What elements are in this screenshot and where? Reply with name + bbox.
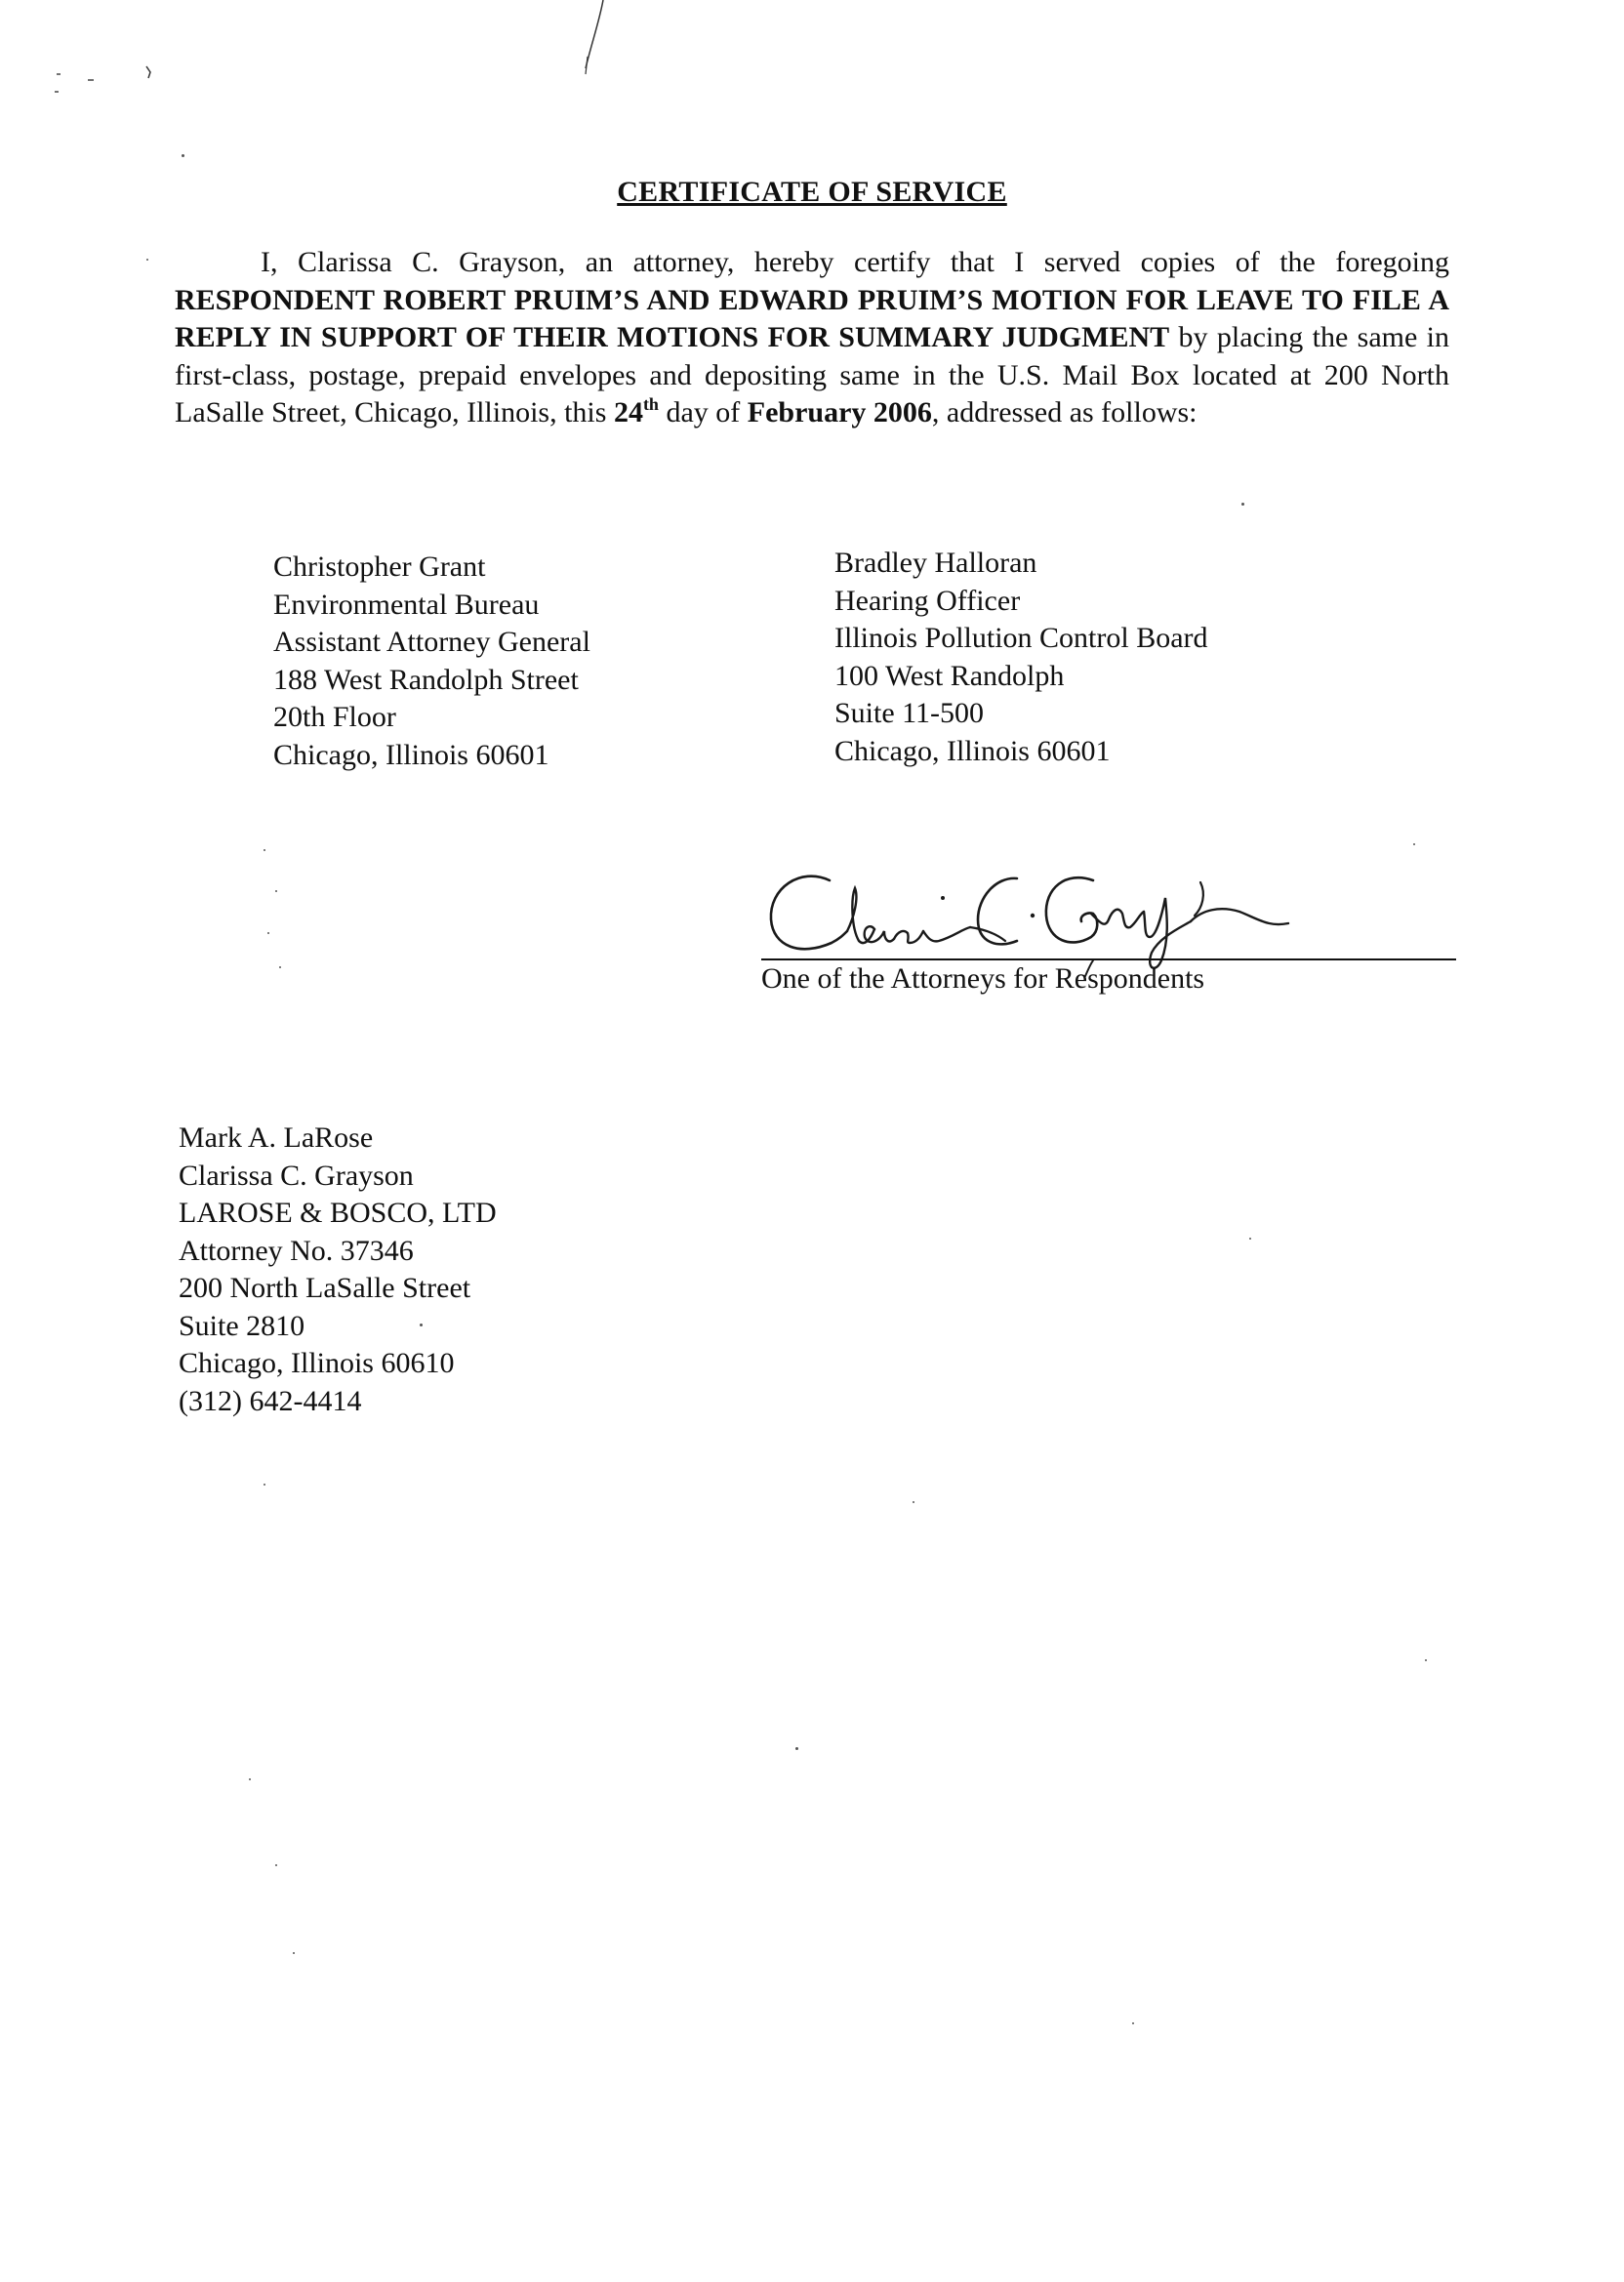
day-of-text: day of [666, 396, 741, 428]
scan-speck [264, 1484, 265, 1486]
motion-title: RESPONDENT ROBERT PRUIM’S AND EDWARD PRUIM’S MOTION FOR LEAVE TO FILE A REPLY IN SUPPORT OF THEIR MOTIONS FOR SUMMARY JUDGMENT [175, 283, 1449, 353]
recipient-address-halloran [834, 545, 1208, 770]
address-line: 188 West Randolph Street [273, 663, 579, 696]
scan-speck [182, 154, 184, 157]
scan-speck [249, 1778, 251, 1780]
scan-speck [1425, 1659, 1427, 1661]
address-line: Environmental Bureau [273, 588, 540, 621]
address-line: Bradley Halloran [834, 547, 1037, 579]
certification-paragraph [175, 244, 1449, 432]
address-line: Chicago, Illinois 60601 [273, 738, 549, 771]
firm-line: Mark A. LaRose [179, 1121, 374, 1154]
scan-speck [1413, 843, 1415, 845]
address-line: Suite 11-500 [834, 697, 985, 729]
certificate-title: CERTIFICATE OF SERVICE [617, 176, 1007, 208]
address-line: Hearing Officer [834, 584, 1021, 617]
scan-speck [275, 1864, 277, 1866]
scan-speck [420, 1324, 423, 1326]
day-suffix: th [642, 394, 659, 414]
signature-line [761, 958, 1456, 960]
closing-text: , addressed as follows: [931, 396, 1198, 428]
scan-speck [275, 890, 277, 892]
intro-text: I, Clarissa C. Grayson, an attorney, hereby certify that I served copies of the foregoing [261, 246, 1449, 278]
scan-speck [1132, 2022, 1134, 2024]
address-line: 100 West Randolph [834, 659, 1065, 692]
address-line: 20th Floor [273, 701, 396, 733]
scan-speck [279, 966, 281, 968]
scan-speck [293, 1952, 295, 1954]
firm-line: Clarissa C. Grayson [179, 1159, 414, 1192]
recipient-address-grant [273, 549, 590, 774]
service-day: 24 [613, 396, 643, 428]
scan-speck [267, 932, 269, 934]
address-line: Illinois Pollution Control Board [834, 622, 1208, 654]
firm-line: LAROSE & BOSCO, LTD [179, 1197, 497, 1229]
signature-block [761, 859, 1464, 1005]
scan-speck [1241, 503, 1244, 506]
scan-speck [1249, 1238, 1251, 1240]
address-line: Assistant Attorney General [273, 626, 590, 658]
service-date: February 2006 [747, 396, 932, 428]
address-line: Christopher Grant [273, 550, 486, 583]
address-line: Chicago, Illinois 60601 [834, 734, 1111, 767]
middle-text: by placing the same in first-class, postage, prepaid envelopes and depositing same in the U.S. Mail Box located at 200 North LaSalle Street, Chicago, Illinois, this [175, 321, 1450, 428]
firm-address-block [179, 1120, 497, 1420]
firm-line: (312) 642-4414 [179, 1384, 362, 1417]
firm-line: 200 North LaSalle Street [179, 1272, 471, 1304]
scan-speck [913, 1501, 914, 1503]
signature-caption: One of the Attorneys for Respondents [761, 962, 1205, 995]
scan-speck [795, 1747, 798, 1750]
firm-line: Chicago, Illinois 60610 [179, 1347, 455, 1379]
scan-speck [264, 849, 265, 851]
firm-line: Suite 2810 [179, 1309, 305, 1342]
scan-speck [146, 259, 148, 261]
firm-line: Attorney No. 37346 [179, 1234, 414, 1267]
